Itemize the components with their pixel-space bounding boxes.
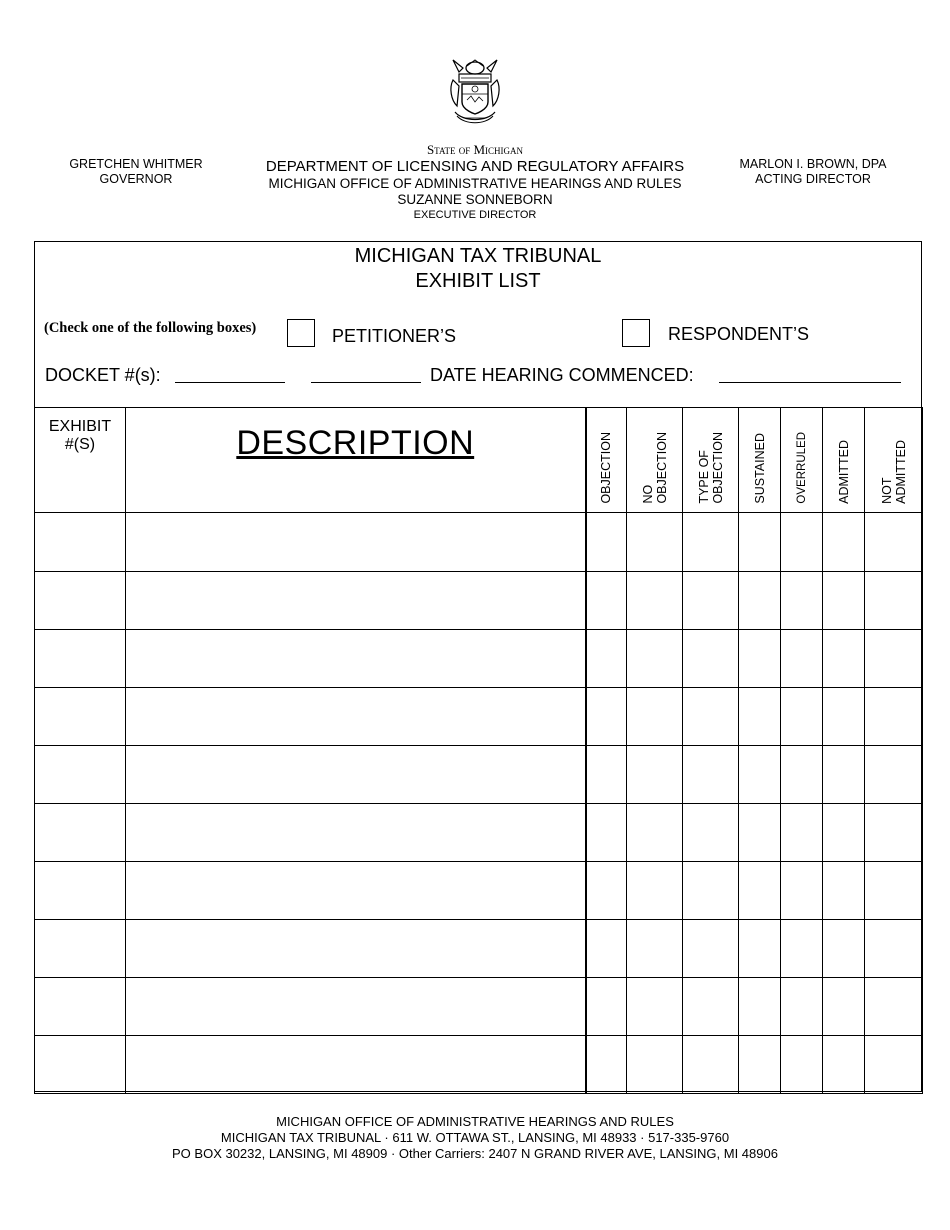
type-of-objection-cell[interactable] [683, 862, 739, 920]
type-of-objection-cell[interactable] [683, 572, 739, 630]
description-cell[interactable] [126, 804, 586, 862]
objection-cell[interactable] [586, 804, 627, 862]
check-instruction: (Check one of the following boxes) [44, 320, 257, 336]
admitted-cell[interactable] [823, 513, 865, 572]
table-row [35, 746, 923, 804]
admitted-header [823, 408, 865, 513]
type-of-objection-header [683, 408, 739, 513]
exhibit-number-header [35, 408, 126, 513]
petitioner-checkbox[interactable] [287, 319, 315, 347]
exhibit-number-cell[interactable] [35, 572, 126, 630]
no-objection-cell[interactable] [627, 688, 683, 746]
sustained-cell[interactable] [739, 513, 781, 572]
no-objection-cell[interactable] [627, 746, 683, 804]
sustained-cell[interactable] [739, 746, 781, 804]
exhibit-number-cell[interactable] [35, 688, 126, 746]
table-row [35, 978, 923, 1036]
objection-cell[interactable] [586, 746, 627, 804]
not-admitted-cell[interactable] [865, 978, 923, 1036]
sustained-cell[interactable] [739, 920, 781, 978]
type-of-objection-cell[interactable] [683, 513, 739, 572]
exhibit-header-line2: #(S) [64, 436, 96, 453]
description-cell[interactable] [126, 630, 586, 688]
docket-label: DOCKET #(s): [45, 365, 161, 385]
type-of-objection-cell[interactable] [683, 746, 739, 804]
overruled-cell[interactable] [781, 513, 823, 572]
description-cell[interactable] [126, 572, 586, 630]
agency-block [240, 142, 710, 222]
docket-number-field-1[interactable] [175, 382, 285, 383]
governor-title: GOVERNOR [99, 172, 173, 186]
objection-cell[interactable] [586, 920, 627, 978]
table-row [35, 862, 923, 920]
not-admitted-cell[interactable] [865, 1036, 923, 1094]
overruled-cell[interactable] [781, 804, 823, 862]
sustained-cell[interactable] [739, 630, 781, 688]
exhibit-number-cell[interactable] [35, 978, 126, 1036]
table-row [35, 688, 923, 746]
docket-number-field-2[interactable] [311, 382, 421, 383]
type-of-objection-cell[interactable] [683, 630, 739, 688]
type-of-objection-header-line2: OBJECTION [710, 432, 725, 504]
table-header-row [35, 408, 923, 513]
no-objection-cell[interactable] [627, 630, 683, 688]
exhibit-number-cell[interactable] [35, 862, 126, 920]
exhibit-number-cell[interactable] [35, 513, 126, 572]
sustained-cell[interactable] [739, 804, 781, 862]
description-cell[interactable] [126, 920, 586, 978]
not-admitted-cell[interactable] [865, 920, 923, 978]
type-of-objection-cell[interactable] [683, 978, 739, 1036]
description-cell[interactable] [126, 746, 586, 804]
objection-cell[interactable] [586, 862, 627, 920]
overruled-cell[interactable] [781, 862, 823, 920]
table-row [35, 804, 923, 862]
description-cell[interactable] [126, 1036, 586, 1094]
type-of-objection-header-line1: TYPE OF [696, 450, 711, 504]
no-objection-cell[interactable] [627, 804, 683, 862]
petitioner-label: PETITIONER’S [332, 326, 457, 346]
not-admitted-header-line2: ADMITTED [893, 440, 908, 504]
type-of-objection-cell[interactable] [683, 804, 739, 862]
no-objection-cell[interactable] [627, 862, 683, 920]
overruled-cell[interactable] [781, 688, 823, 746]
overruled-cell[interactable] [781, 1036, 823, 1094]
admitted-cell[interactable] [823, 862, 865, 920]
type-of-objection-cell[interactable] [683, 688, 739, 746]
objection-header-text: OBJECTION [599, 432, 614, 504]
type-of-objection-cell[interactable] [683, 1036, 739, 1094]
overruled-cell[interactable] [781, 920, 823, 978]
exhibit-number-cell[interactable] [35, 920, 126, 978]
not-admitted-cell[interactable] [865, 746, 923, 804]
form-title-line1: MICHIGAN TAX TRIBUNAL [354, 245, 602, 267]
table-body [35, 513, 923, 1094]
no-objection-cell[interactable] [627, 978, 683, 1036]
not-admitted-cell[interactable] [865, 513, 923, 572]
objection-cell[interactable] [586, 1036, 627, 1094]
sustained-cell[interactable] [739, 862, 781, 920]
table-row [35, 630, 923, 688]
description-header: DESCRIPTION [126, 408, 586, 513]
not-admitted-cell[interactable] [865, 862, 923, 920]
objection-cell[interactable] [586, 978, 627, 1036]
overruled-cell[interactable] [781, 746, 823, 804]
exhibit-list-form [34, 241, 922, 1092]
type-of-objection-cell[interactable] [683, 920, 739, 978]
objection-cell[interactable] [586, 572, 627, 630]
admitted-cell[interactable] [823, 1036, 865, 1094]
description-cell[interactable] [126, 513, 586, 572]
michigan-state-seal-icon [445, 56, 505, 126]
governor-block [56, 157, 216, 187]
admitted-cell[interactable] [823, 804, 865, 862]
objection-cell[interactable] [586, 513, 627, 572]
department-name: DEPARTMENT OF LICENSING AND REGULATORY AFFAIRS [265, 158, 685, 175]
admitted-cell[interactable] [823, 630, 865, 688]
admitted-header-text: ADMITTED [836, 440, 851, 504]
not-admitted-header-line1: NOT [879, 477, 894, 504]
overruled-cell[interactable] [781, 978, 823, 1036]
form-title [35, 244, 921, 294]
executive-director-title: EXECUTIVE DIRECTOR [413, 209, 537, 221]
admitted-cell[interactable] [823, 572, 865, 630]
objection-cell[interactable] [586, 630, 627, 688]
not-admitted-cell[interactable] [865, 688, 923, 746]
admitted-cell[interactable] [823, 920, 865, 978]
overruled-cell[interactable] [781, 572, 823, 630]
objection-header [586, 408, 627, 513]
not-admitted-cell[interactable] [865, 804, 923, 862]
sustained-cell[interactable] [739, 978, 781, 1036]
respondent-label: RESPONDENT’S [668, 324, 810, 344]
no-objection-cell[interactable] [627, 572, 683, 630]
no-objection-header-line2: OBJECTION [654, 432, 669, 504]
footer-line3: PO BOX 30232, LANSING, MI 48909 · Other Carriers: 2407 N GRAND RIVER AVE, LANSING, MI 48906 [172, 1146, 778, 1161]
objection-cell[interactable] [586, 688, 627, 746]
footer [0, 1114, 950, 1162]
sustained-header [739, 408, 781, 513]
respondent-checkbox[interactable] [622, 319, 650, 347]
date-hearing-field[interactable] [719, 382, 901, 383]
admitted-cell[interactable] [823, 688, 865, 746]
sustained-cell[interactable] [739, 572, 781, 630]
exhibit-number-cell[interactable] [35, 804, 126, 862]
no-objection-cell[interactable] [627, 513, 683, 572]
not-admitted-header [865, 408, 923, 513]
not-admitted-cell[interactable] [865, 630, 923, 688]
table-row [35, 513, 923, 572]
description-cell[interactable] [126, 688, 586, 746]
sustained-cell[interactable] [739, 688, 781, 746]
director-title: ACTING DIRECTOR [755, 172, 871, 186]
sustained-header-text: SUSTAINED [752, 433, 767, 504]
admitted-cell[interactable] [823, 746, 865, 804]
overruled-header-text: OVERRULED [795, 432, 808, 504]
no-objection-cell[interactable] [627, 920, 683, 978]
exhibit-number-cell[interactable] [35, 1036, 126, 1094]
footer-line2: MICHIGAN TAX TRIBUNAL · 611 W. OTTAWA ST., LANSING, MI 48933 · 517-335-9760 [220, 1130, 730, 1145]
no-objection-cell[interactable] [627, 1036, 683, 1094]
table-row [35, 572, 923, 630]
description-cell[interactable] [126, 862, 586, 920]
office-name: MICHIGAN OFFICE OF ADMINISTRATIVE HEARINGS AND RULES [268, 176, 682, 191]
overruled-cell[interactable] [781, 630, 823, 688]
not-admitted-cell[interactable] [865, 572, 923, 630]
table-row [35, 1036, 923, 1094]
governor-name: GRETCHEN WHITMER [69, 157, 203, 171]
footer-line1: MICHIGAN OFFICE OF ADMINISTRATIVE HEARINGS AND RULES [276, 1114, 674, 1129]
date-hearing-label: DATE HEARING COMMENCED: [430, 365, 694, 385]
exhibit-table [34, 407, 923, 1094]
admitted-cell[interactable] [823, 978, 865, 1036]
exhibit-header-line1: EXHIBIT [48, 418, 112, 435]
director-name: MARLON I. BROWN, DPA [739, 157, 887, 171]
sustained-cell[interactable] [739, 1036, 781, 1094]
no-objection-header [627, 408, 683, 513]
table-row [35, 920, 923, 978]
executive-director-name: SUZANNE SONNEBORN [397, 192, 553, 207]
director-block [732, 157, 894, 187]
overruled-header [781, 408, 823, 513]
exhibit-number-cell[interactable] [35, 630, 126, 688]
no-objection-header-line1: NO [640, 485, 655, 504]
state-name: State of Michigan [426, 142, 524, 157]
description-cell[interactable] [126, 978, 586, 1036]
form-title-line2: EXHIBIT LIST [415, 270, 541, 292]
exhibit-number-cell[interactable] [35, 746, 126, 804]
